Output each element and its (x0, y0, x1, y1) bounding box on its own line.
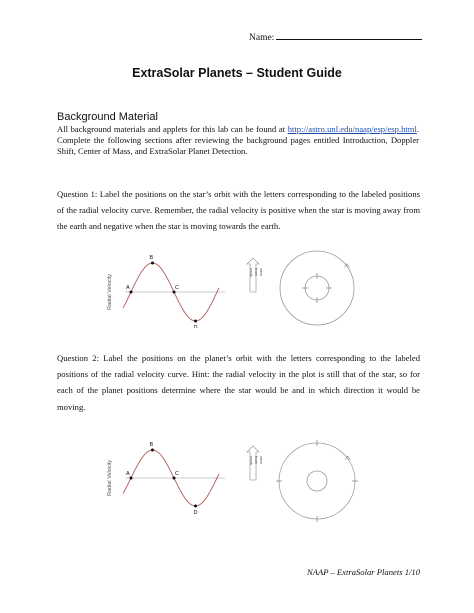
background-paragraph (57, 124, 419, 158)
view-label-3: earth (249, 268, 254, 278)
point-label-a: A (126, 285, 130, 291)
view-label-1: view (259, 268, 264, 277)
point-label-d: D (193, 325, 198, 328)
figure-2 (105, 436, 435, 526)
curve-point-a (130, 291, 133, 294)
name-field[interactable] (249, 30, 422, 43)
curve-point-b (151, 262, 154, 265)
curve-point-d (194, 505, 197, 508)
view-label-3: earth (249, 456, 254, 466)
background-text-start: All background materials and applets for this lab can be found at (57, 124, 288, 134)
figure-1 (105, 248, 435, 328)
name-label: Name: (249, 33, 275, 43)
inner-orbit (307, 471, 327, 491)
point-label-b: B (149, 442, 154, 448)
lab-link[interactable]: http://astro.unl.edu/naap/esp/esp.html (287, 124, 417, 134)
view-label-2: from (254, 268, 259, 276)
curve-point-a (130, 477, 133, 480)
outer-orbit (279, 443, 355, 519)
question-2: Question 2: Label the positions on the planet’s orbit with the letters corresponding to the labeled positions of the radial velocity curve. Hint: the radial velocity in the plot is still that of the star, so for each of the planet positions determine where the star would be and in which direction it would be moving. (57, 353, 420, 412)
point-label-d: D (193, 510, 198, 516)
point-label-a: A (126, 471, 130, 477)
y-axis-label: Radial Velocity (107, 459, 113, 497)
background-heading: Background Material (57, 111, 158, 123)
page-title: ExtraSolar Planets – Student Guide (132, 66, 342, 80)
point-label-c: C (175, 471, 179, 477)
curve-point-d (194, 320, 197, 323)
y-axis-label: Radial Velocity (107, 273, 113, 311)
page-footer: NAAP – ExtraSolar Planets 1/10 (307, 567, 420, 577)
outer-orbit (280, 251, 354, 325)
inner-orbit (305, 276, 329, 300)
point-label-c: C (175, 285, 179, 291)
background-text-end: . Complete the following sections after reviewing the background pages entitled Introduction, Doppler Shift, Center of Mass, and ExtraSolar Planet Detection. (57, 124, 419, 157)
question-1: Question 1: Label the positions on the star’s orbit with the letters corresponding to the labeled positions of the radial velocity curve. Remember, the radial velocity is positive when the star is moving away from the earth and negative when the star is moving towards the earth. (57, 189, 420, 232)
view-label-1: view (259, 456, 264, 465)
point-label-b: B (149, 255, 154, 261)
view-label-2: from (254, 456, 259, 464)
curve-point-b (151, 449, 154, 452)
name-blank-line[interactable] (276, 30, 422, 40)
